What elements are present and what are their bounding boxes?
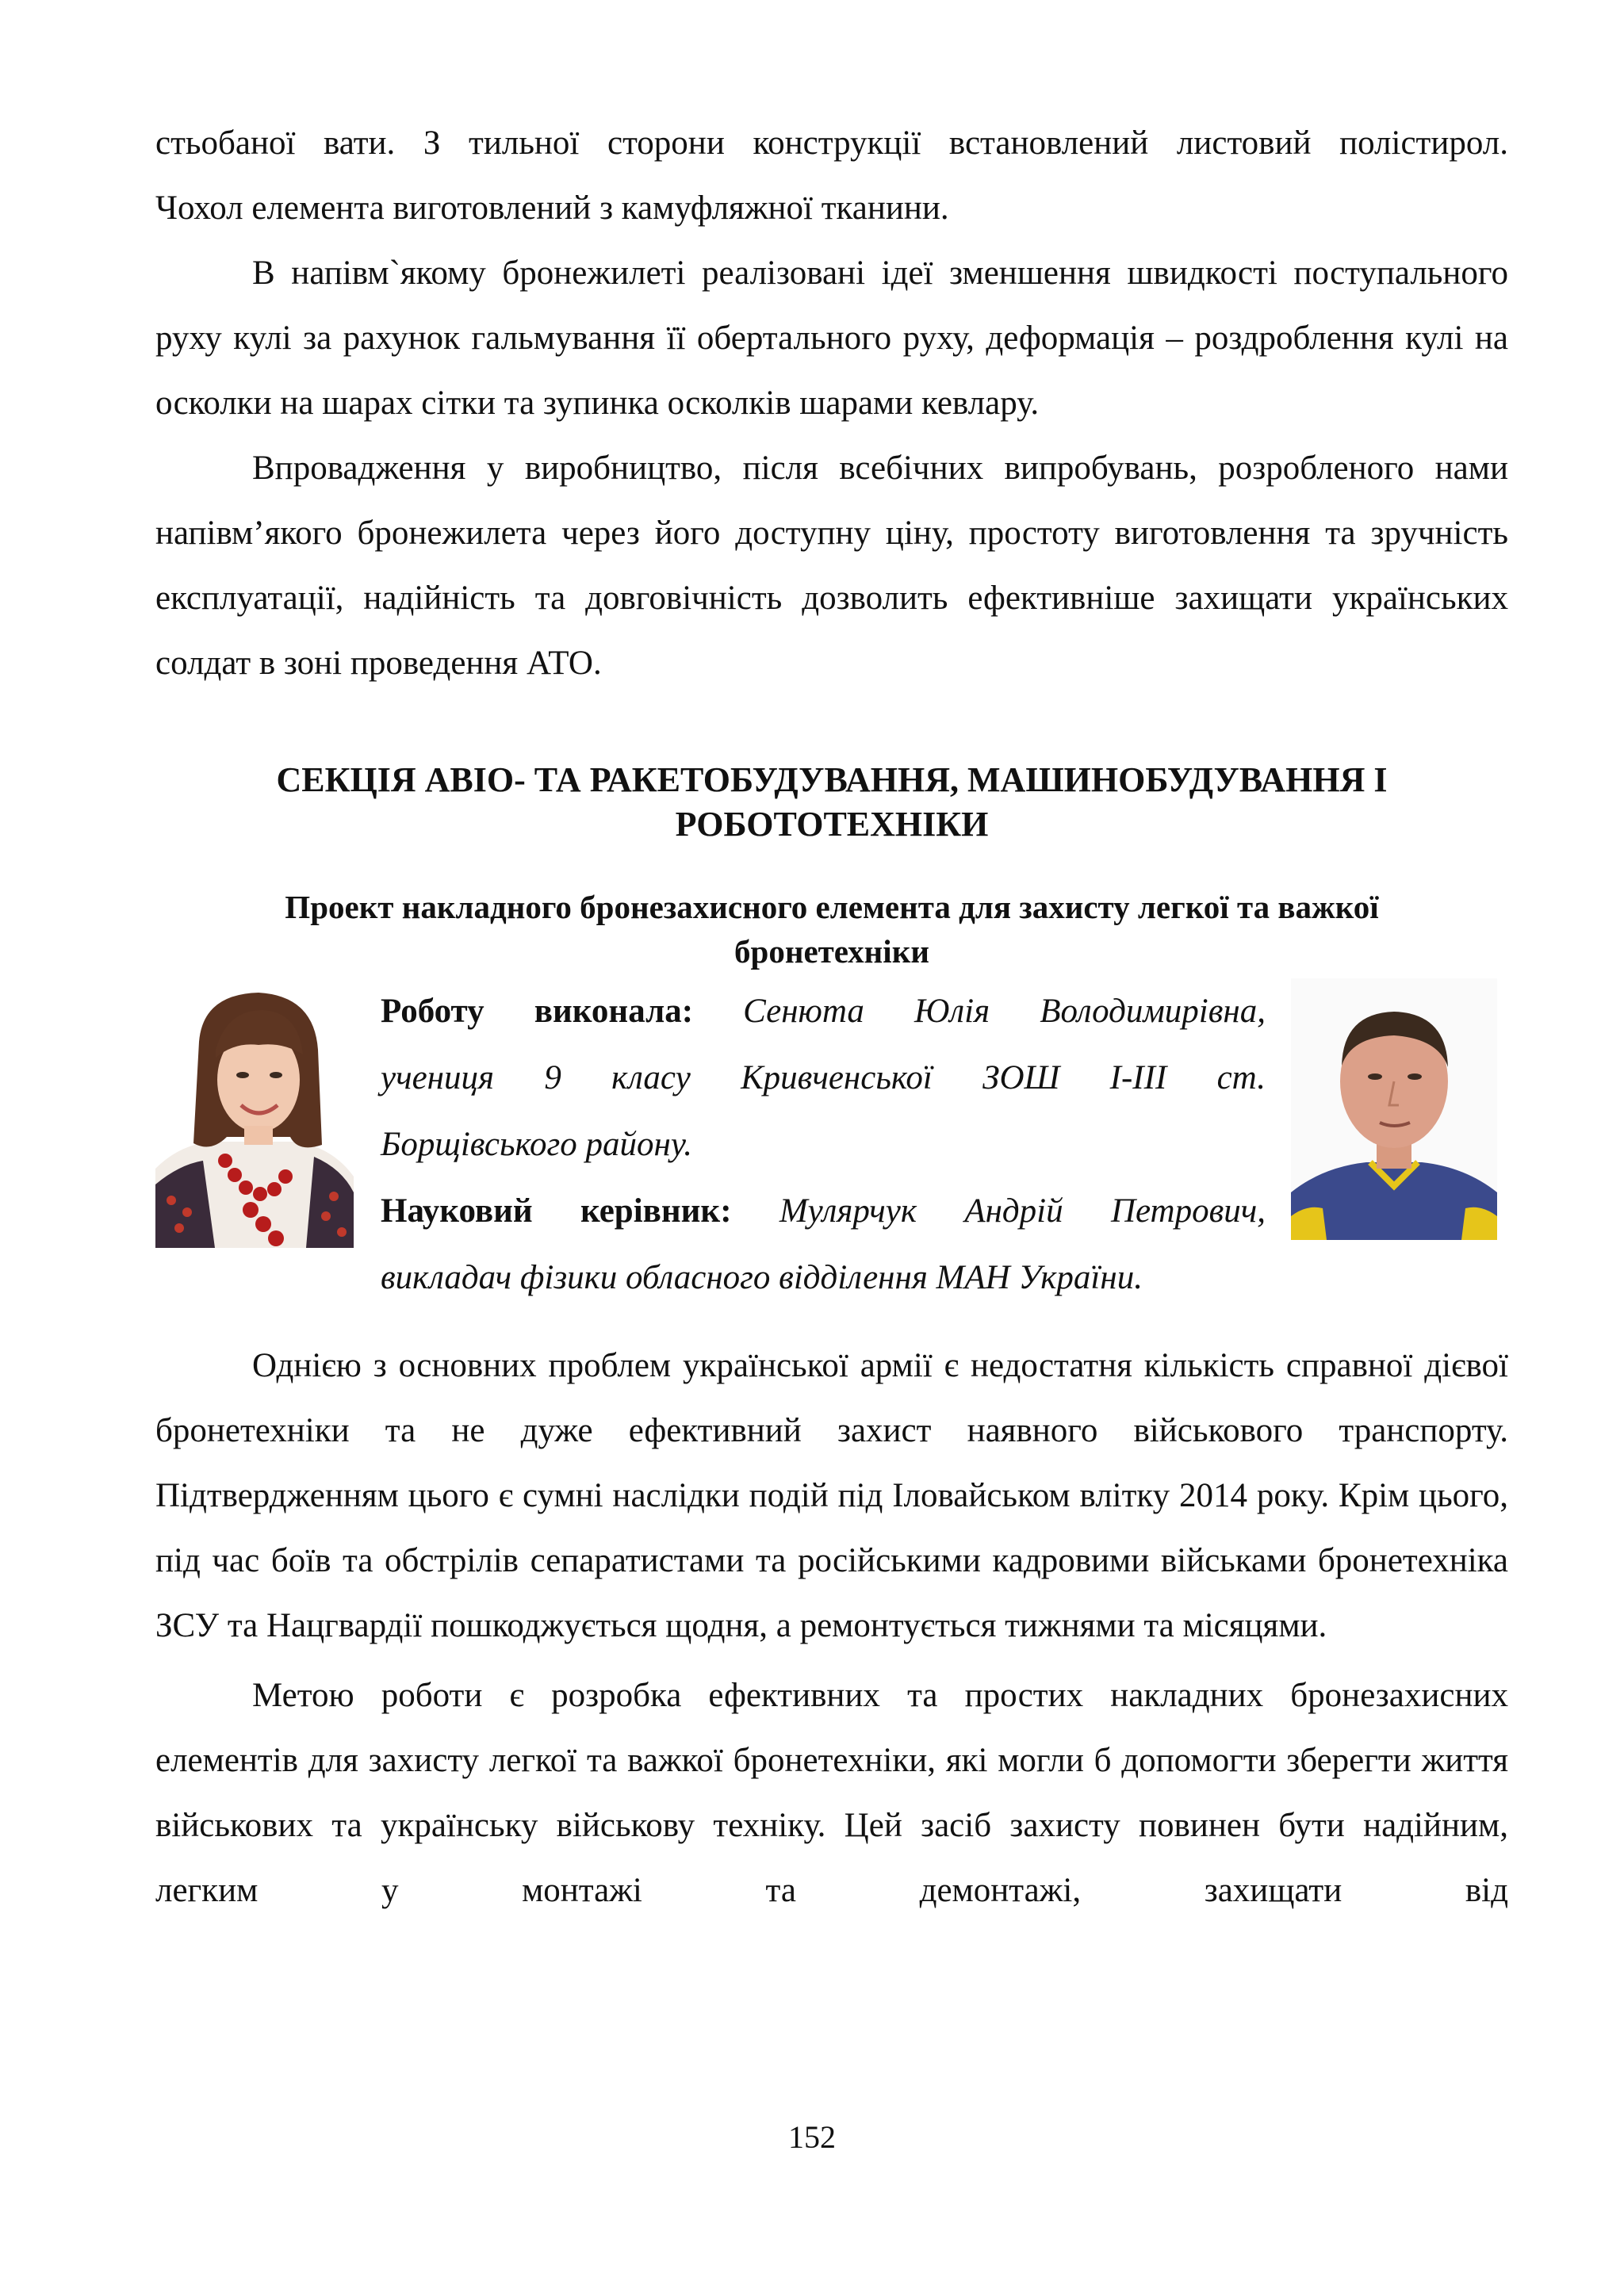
author-district: Борщівського району. [381, 1126, 692, 1163]
intro-line: стьобаної вати. З тильної сторони конструкції встановлений листовий полістирол. [155, 124, 1508, 162]
intro-paragraph-3: Впровадження у виробництво, після всебічних випробувань, розробленого нами напівм’якого бронежилета через його доступну ціну, простоту виготовлення та зручність експлуатації, надійність та довговічність дозволить ефективніше захищати українських солдат в зоні проведення АТО. [155, 450, 1508, 682]
author-photo [155, 986, 354, 1248]
section-title-line: РОБОТОТЕХНІКИ [675, 805, 989, 844]
author-line [381, 978, 1266, 1045]
section-title-line: СЕКЦІЯ АВІО- ТА РАКЕТОБУДУВАННЯ, МАШИНОБУДУВАННЯ І [276, 760, 1388, 799]
authors-block [155, 978, 1508, 1327]
page-number: 152 [788, 2119, 836, 2155]
intro-paragraph-1 [155, 111, 1508, 241]
supervisor-line [381, 1245, 1266, 1311]
supervisor-label: Науковий керівник: [381, 1192, 732, 1230]
intro-line: Чохол елемента виготовлений з камуфляжної тканини. [155, 189, 949, 227]
project-title-line: бронетехніки [734, 933, 929, 970]
supervisor-position: викладач фізики обласного відділення МАН України. [381, 1259, 1143, 1296]
project-title [155, 885, 1508, 974]
page-content [155, 111, 1508, 1923]
author-label: Роботу виконала: [381, 993, 694, 1030]
supervisor-name: Мулярчук Андрій Петрович, [779, 1192, 1266, 1230]
body-text [155, 1334, 1508, 1923]
author-line [381, 1045, 1266, 1112]
project-title-line: Проект накладного бронезахисного елемента для захисту легкої та важкої [285, 889, 1379, 925]
author-line [381, 1112, 1266, 1178]
body-paragraph-1: Однією з основних проблем української армії є недостатня кількість справної дієвої бронетехніки та не дуже ефективний захист наявного військового транспорту. Підтвердженням цього є сумні наслідки подій під Іловайськом влітку 2014 року. Крім цього, під час боїв та обстрілів сепаратистами та російськими кадровими військами бронетехніка ЗСУ та Нацгвардії пошкоджується щодня, а ремонтується тижнями та місяцями. [155, 1347, 1508, 1644]
author-name: Сенюта Юлія Володимирівна, [743, 993, 1266, 1030]
supervisor-line [381, 1178, 1266, 1245]
body-paragraph-2: Метою роботи є розробка ефективних та простих накладних бронезахисних елементів для захисту легкої та важкої бронетехніки, які могли б допомогти зберегти життя військових та українську військову техніку. Цей засіб захисту повинен бути надійним, легким у монтажі та демонтажі, захищати від [155, 1677, 1508, 1909]
authors-text [381, 978, 1266, 1311]
author-affiliation: учениця 9 класу Кривченської ЗОШ І-ІІІ ст. [381, 1059, 1266, 1096]
supervisor-photo [1291, 978, 1497, 1240]
intro-paragraph-2: В напівм`якому бронежилеті реалізовані ідеї зменшення швидкості поступального руху кулі за рахунок гальмування її обертального руху, деформація – роздроблення кулі на осколки на шарах сітки та зупинка осколків шарами кевлару. [155, 254, 1508, 422]
section-title [155, 758, 1508, 847]
